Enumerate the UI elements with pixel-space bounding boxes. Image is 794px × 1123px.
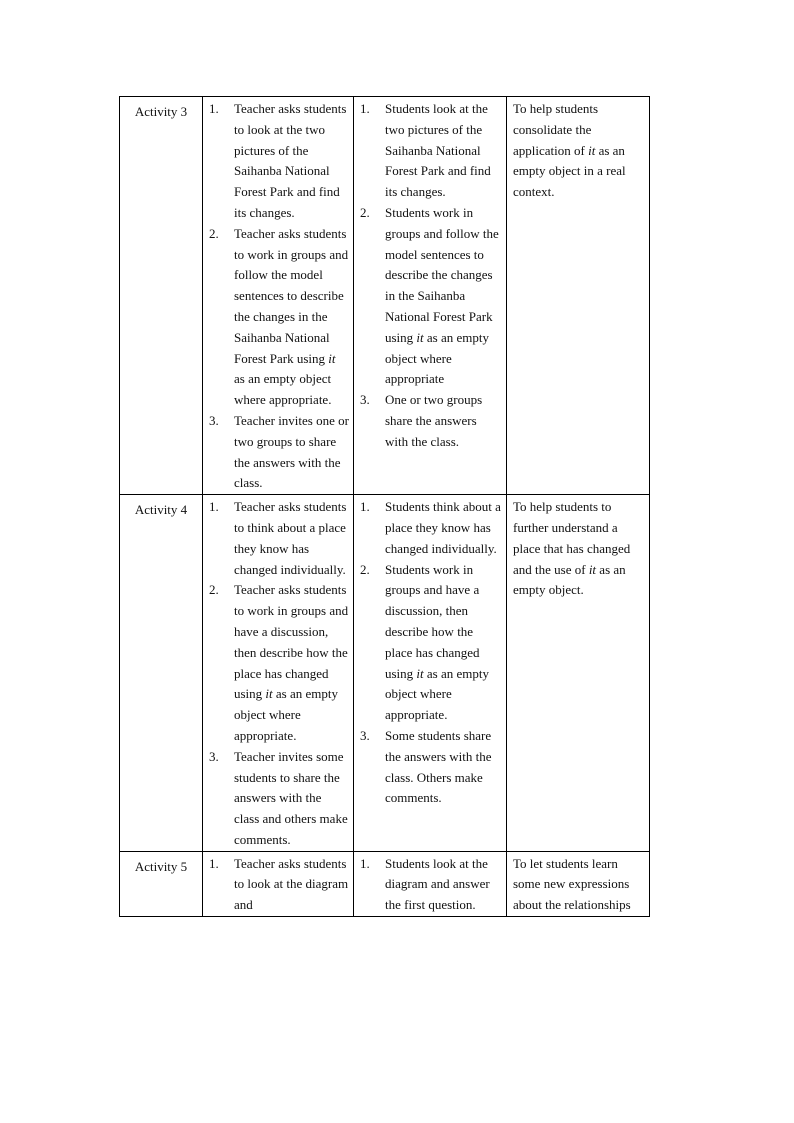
- student-steps-list: [360, 497, 502, 809]
- list-item: 1. Teacher asks students to think about a place they know has changed individually.: [209, 499, 347, 577]
- list-item: 3. Teacher invites one or two groups to share the answers with the class.: [209, 412, 349, 491]
- purpose-cell: [507, 495, 650, 852]
- student-activity-cell: [354, 851, 507, 916]
- student-steps-list: [360, 99, 502, 453]
- lesson-plan-table: [119, 96, 650, 917]
- list-item: 2. Teacher asks students to work in groups and follow the model sentences to describe the changes in the Saihanba National Forest Park using it as an empty object where appropriate.: [209, 225, 349, 408]
- list-item: 3. One or two groups share the answers with the class.: [360, 392, 483, 449]
- purpose-cell: [507, 851, 650, 916]
- teacher-steps-list: [209, 497, 349, 851]
- activity-name: Activity 5: [120, 851, 203, 916]
- list-item: 1. Students look at the two pictures of the Saihanba National Forest Park and find its changes.: [360, 101, 491, 200]
- list-item: 2. Teacher asks students to work in groups and have a discussion, then describe how the place has changed using it as an empty object where appropriate.: [209, 582, 349, 743]
- activity-row: [120, 851, 650, 916]
- list-item: 2. Students work in groups and have a discussion, then describe how the place has changed using it as an empty object where appropriate.: [360, 561, 489, 723]
- activity-row: [120, 495, 650, 852]
- teacher-steps-list: [209, 99, 349, 494]
- teacher-activity-cell: [203, 495, 354, 852]
- list-item: 1. Teacher asks students to look at the two pictures of the Saihanba National Forest Park and find its changes.: [209, 101, 347, 220]
- list-item: 3. Teacher invites some students to share the answers with the class and others make comments.: [209, 748, 348, 847]
- activity-name: Activity 3: [120, 97, 203, 495]
- purpose-cell: [507, 97, 650, 495]
- teacher-steps-list: [209, 854, 349, 916]
- activity-row: [120, 97, 650, 495]
- teacher-activity-cell: [203, 97, 354, 495]
- list-item: 1. Students look at the diagram and answer the first question.: [360, 855, 490, 913]
- purpose-text: To help students consolidate the application of it as an empty object in a real context.: [513, 101, 626, 200]
- list-item: 2. Students work in groups and follow the model sentences to describe the changes in the Saihanba National Forest Park using it as an empty object where appropriate: [360, 204, 499, 387]
- teacher-activity-cell: [203, 851, 354, 916]
- list-item: 1. Teacher asks students to look at the diagram and: [209, 855, 349, 913]
- student-activity-cell: [354, 97, 507, 495]
- purpose-text: To help students to further understand a place that has changed and the use of it as an empty object.: [513, 499, 631, 598]
- purpose-text: To let students learn some new expressions about the relationships: [513, 855, 631, 913]
- activity-name: Activity 4: [120, 495, 203, 852]
- student-activity-cell: [354, 495, 507, 852]
- student-steps-list: [360, 854, 502, 916]
- list-item: 3. Some students share the answers with the class. Others make comments.: [360, 727, 492, 806]
- list-item: 1. Students think about a place they know has changed individually.: [360, 499, 501, 556]
